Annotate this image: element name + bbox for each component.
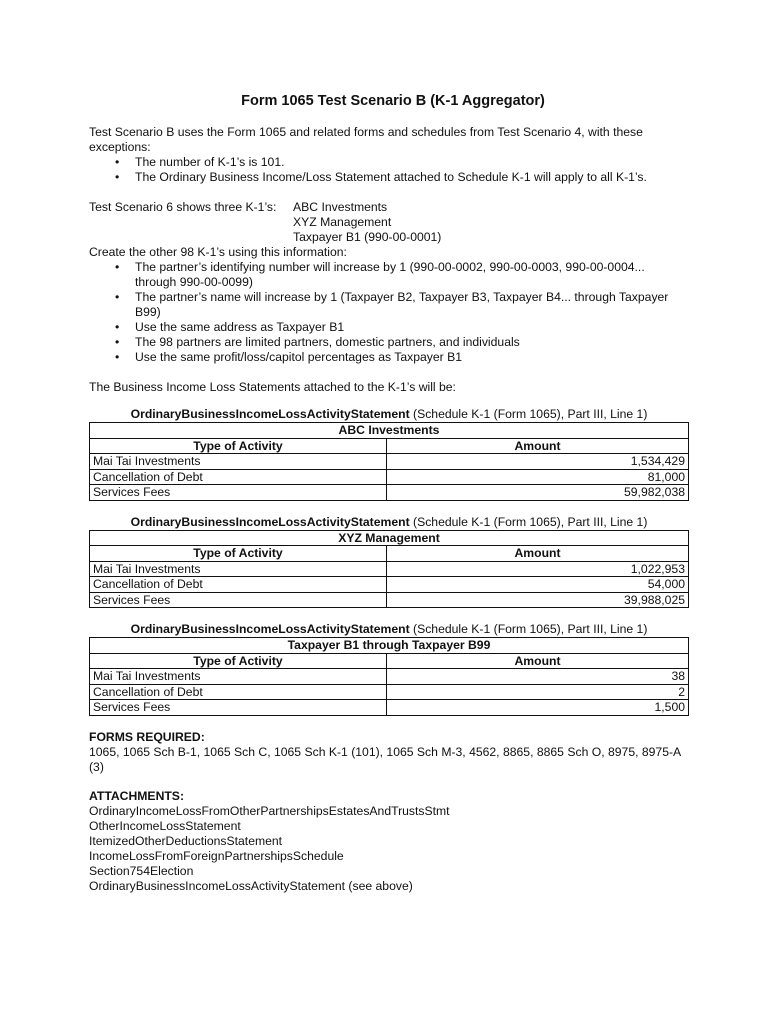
- list-item: IncomeLossFromForeignPartnershipsSchedule: [89, 848, 344, 863]
- table-row: [90, 592, 689, 608]
- column-header-amount: Amount: [387, 653, 689, 669]
- list-item: OrdinaryIncomeLossFromOtherPartnershipsEstatesAndTrustsStmt: [89, 803, 450, 818]
- statement-caption-bold: OrdinaryBusinessIncomeLossActivityStatement: [130, 407, 410, 421]
- statement-caption-bold: OrdinaryBusinessIncomeLossActivityStatement: [130, 622, 410, 636]
- column-header-activity: Type of Activity: [90, 546, 387, 562]
- table-row: [90, 561, 689, 577]
- list-item: • Use the same address as Taxpayer B1: [89, 320, 689, 335]
- column-header-activity: Type of Activity: [90, 653, 387, 669]
- list-item: • The partner’s identifying number will increase by 1 (990-00-0002, 990-00-0003, 990-00-0004... through 990-00-0099): [89, 260, 689, 290]
- list-item: OtherIncomeLossStatement: [89, 818, 241, 833]
- scenario6-block: [89, 200, 689, 245]
- statement-caption-rest: (Schedule K-1 (Form 1065), Part III, Line 1): [409, 622, 648, 636]
- statement-entity: ABC Investments: [90, 423, 689, 439]
- attachments-heading: ATTACHMENTS:: [89, 788, 184, 803]
- statement-caption-bold: OrdinaryBusinessIncomeLossActivityStatement: [130, 514, 410, 529]
- activity-cell: Mai Tai Investments: [90, 454, 387, 470]
- statement-caption-rest: (Schedule K-1 (Form 1065), Part III, Line 1): [409, 514, 648, 529]
- forms-required-text: 1065, 1065 Sch B-1, 1065 Sch C, 1065 Sch K-1 (101), 1065 Sch M-3, 4562, 8865, 8865 Sch O, 8975, 8975-A (3): [89, 744, 681, 774]
- amount-cell: 1,500: [387, 700, 689, 716]
- amount-cell: 59,982,038: [387, 485, 689, 501]
- statement-table-taxpayer: [89, 637, 689, 716]
- amount-cell: 1,534,429: [387, 454, 689, 470]
- activity-cell: Mai Tai Investments: [90, 669, 387, 685]
- statement-caption-rest: (Schedule K-1 (Form 1065), Part III, Line 1): [409, 407, 648, 421]
- statement-table-xyz: [89, 530, 689, 609]
- statement-caption: [89, 622, 689, 637]
- list-item: OrdinaryBusinessIncomeLossActivityStatement (see above): [89, 878, 413, 893]
- intro-bullet-list: [89, 155, 689, 185]
- activity-cell: Cancellation of Debt: [90, 684, 387, 700]
- column-header-activity: Type of Activity: [90, 438, 387, 454]
- attachments-list: [89, 804, 689, 894]
- list-item: Taxpayer B1 (990-00-0001): [293, 230, 442, 244]
- amount-cell: 38: [387, 669, 689, 685]
- amount-cell: 2: [387, 684, 689, 700]
- activity-cell: Services Fees: [90, 700, 387, 716]
- activity-cell: Cancellation of Debt: [90, 577, 387, 593]
- column-header-amount: Amount: [387, 546, 689, 562]
- table-row: [90, 469, 689, 485]
- column-header-amount: Amount: [387, 438, 689, 454]
- statements-intro: The Business Income Loss Statements attached to the K-1’s will be:: [89, 380, 456, 394]
- activity-cell: Services Fees: [90, 592, 387, 608]
- intro-paragraph: Test Scenario B uses the Form 1065 and related forms and schedules from Test Scenario 4, with these exceptions:: [89, 125, 643, 154]
- list-item: • The partner’s name will increase by 1 (Taxpayer B2, Taxpayer B3, Taxpayer B4... through Taxpayer B99): [89, 290, 689, 320]
- forms-required-heading: FORMS REQUIRED:: [89, 729, 205, 744]
- create-paragraph: Create the other 98 K-1’s using this information:: [89, 245, 347, 259]
- amount-cell: 39,988,025: [387, 592, 689, 608]
- list-item: • Use the same profit/loss/capitol percentages as Taxpayer B1: [89, 350, 689, 365]
- table-row: [90, 684, 689, 700]
- list-item: ItemizedOtherDeductionsStatement: [89, 833, 283, 848]
- document-page: [89, 94, 689, 894]
- activity-cell: Mai Tai Investments: [90, 561, 387, 577]
- list-item: • The Ordinary Business Income/Loss Statement attached to Schedule K-1 will apply to all K-1’s.: [89, 170, 689, 185]
- amount-cell: 81,000: [387, 469, 689, 485]
- scenario6-list: [293, 200, 441, 245]
- activity-cell: Services Fees: [90, 485, 387, 501]
- amount-cell: 54,000: [387, 577, 689, 593]
- table-row: [90, 454, 689, 470]
- statement-caption: [89, 515, 689, 530]
- activity-cell: Cancellation of Debt: [90, 469, 387, 485]
- table-row: [90, 485, 689, 501]
- page-title: Form 1065 Test Scenario B (K-1 Aggregator): [241, 93, 545, 109]
- amount-cell: 1,022,953: [387, 561, 689, 577]
- list-item: • The number of K-1’s is 101.: [89, 155, 689, 170]
- scenario6-label: Test Scenario 6 shows three K-1’s:: [89, 200, 277, 214]
- list-item: ABC Investments: [293, 200, 388, 214]
- list-item: • The 98 partners are limited partners, domestic partners, and individuals: [89, 335, 689, 350]
- statement-caption: [89, 407, 689, 422]
- statement-entity: XYZ Management: [90, 530, 689, 546]
- create-bullet-list: [89, 260, 689, 365]
- statement-entity: Taxpayer B1 through Taxpayer B99: [90, 638, 689, 654]
- list-item: Section754Election: [89, 863, 194, 878]
- table-row: [90, 669, 689, 685]
- table-row: [90, 700, 689, 716]
- list-item: XYZ Management: [293, 215, 392, 229]
- statement-table-abc: [89, 422, 689, 501]
- table-row: [90, 577, 689, 593]
